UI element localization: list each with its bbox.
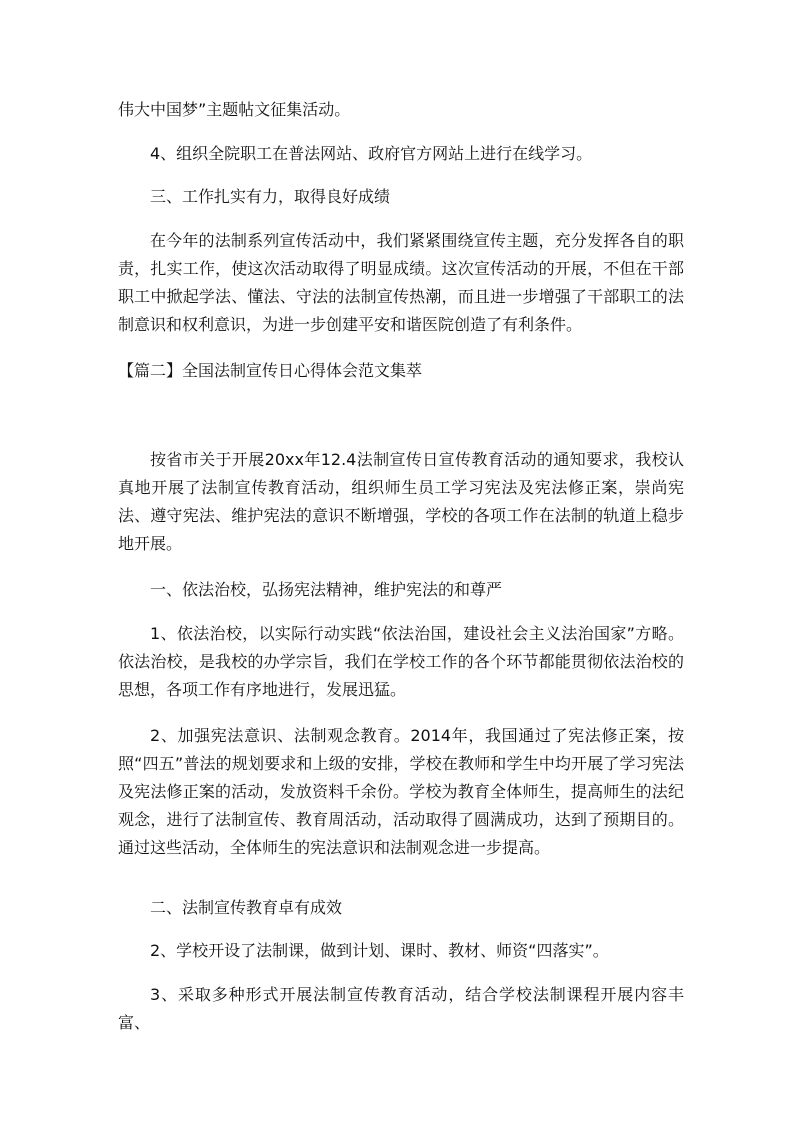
article-title: 【篇二】全国法制宣传日心得体会范文集萃 xyxy=(118,361,423,380)
paragraph-continuation: 伟大中国梦”主题帖文征集活动。 xyxy=(118,100,351,119)
section-heading-2: 二、法制宣传教育卓有成效 xyxy=(150,898,343,917)
section-heading-1: 一、依法治校，弘扬宪法精神，维护宪法的和尊严 xyxy=(150,580,503,599)
section-heading-3: 三、工作扎实有力，取得良好成绩 xyxy=(150,187,391,206)
paragraph-item-2: 2、加强宪法意识、法制观念教育。2014年，我国通过了宪法修正案，按照“四五”普法的规划要求和上级的安排，学校在教师和学生中均开展了学习宪法及宪法修正案的活动，发放资料千余份。学校为教育全体师生，提高师生的法纪观念，进行了法制宣传、教育周活动，活动取得了圆满成功，达到了预期目的。通过这些活动，全体师生的宪法意识和法制观念进一步提高。 xyxy=(118,726,684,857)
paragraph-summary: 在今年的法制系列宣传活动中，我们紧紧围绕宣传主题，充分发挥各自的职责，扎实工作，使这次活动取得了明显成绩。这次宣传活动的开展，不但在干部职工中掀起学法、懂法、守法的法制宣传热潮，而且进一步增强了干部职工的法制意识和权利意识，为进一步创建平安和谐医院创造了有利条件。 xyxy=(118,231,684,334)
paragraph-item-3: 3、采取多种形式开展法制宣传教育活动，结合学校法制课程开展内容丰富、 xyxy=(118,985,684,1032)
paragraph-intro: 按省市关于开展20xx年12.4法制宣传日宣传教育活动的通知要求，我校认真地开展了法制宣传教育活动，组织师生员工学习宪法及宪法修正案，崇尚宪法、遵守宪法、维护宪法的意识不断增强，学校的各项工作在法制的轨道上稳步地开展。 xyxy=(118,450,684,553)
paragraph-item-2b: 2、学校开设了法制课，做到计划、课时、教材、师资“四落实”。 xyxy=(150,941,609,960)
paragraph-item-1: 1、依法治校，以实际行动实践“依法治国，建设社会主义法治国家”方略。依法治校，是我校的办学宗旨，我们在学校工作的各个环节都能贯彻依法治校的思想，各项工作有序地进行，发展迅猛。 xyxy=(118,624,684,699)
paragraph-item-4: 4、组织全院职工在普法网站、政府官方网站上进行在线学习。 xyxy=(150,144,593,163)
